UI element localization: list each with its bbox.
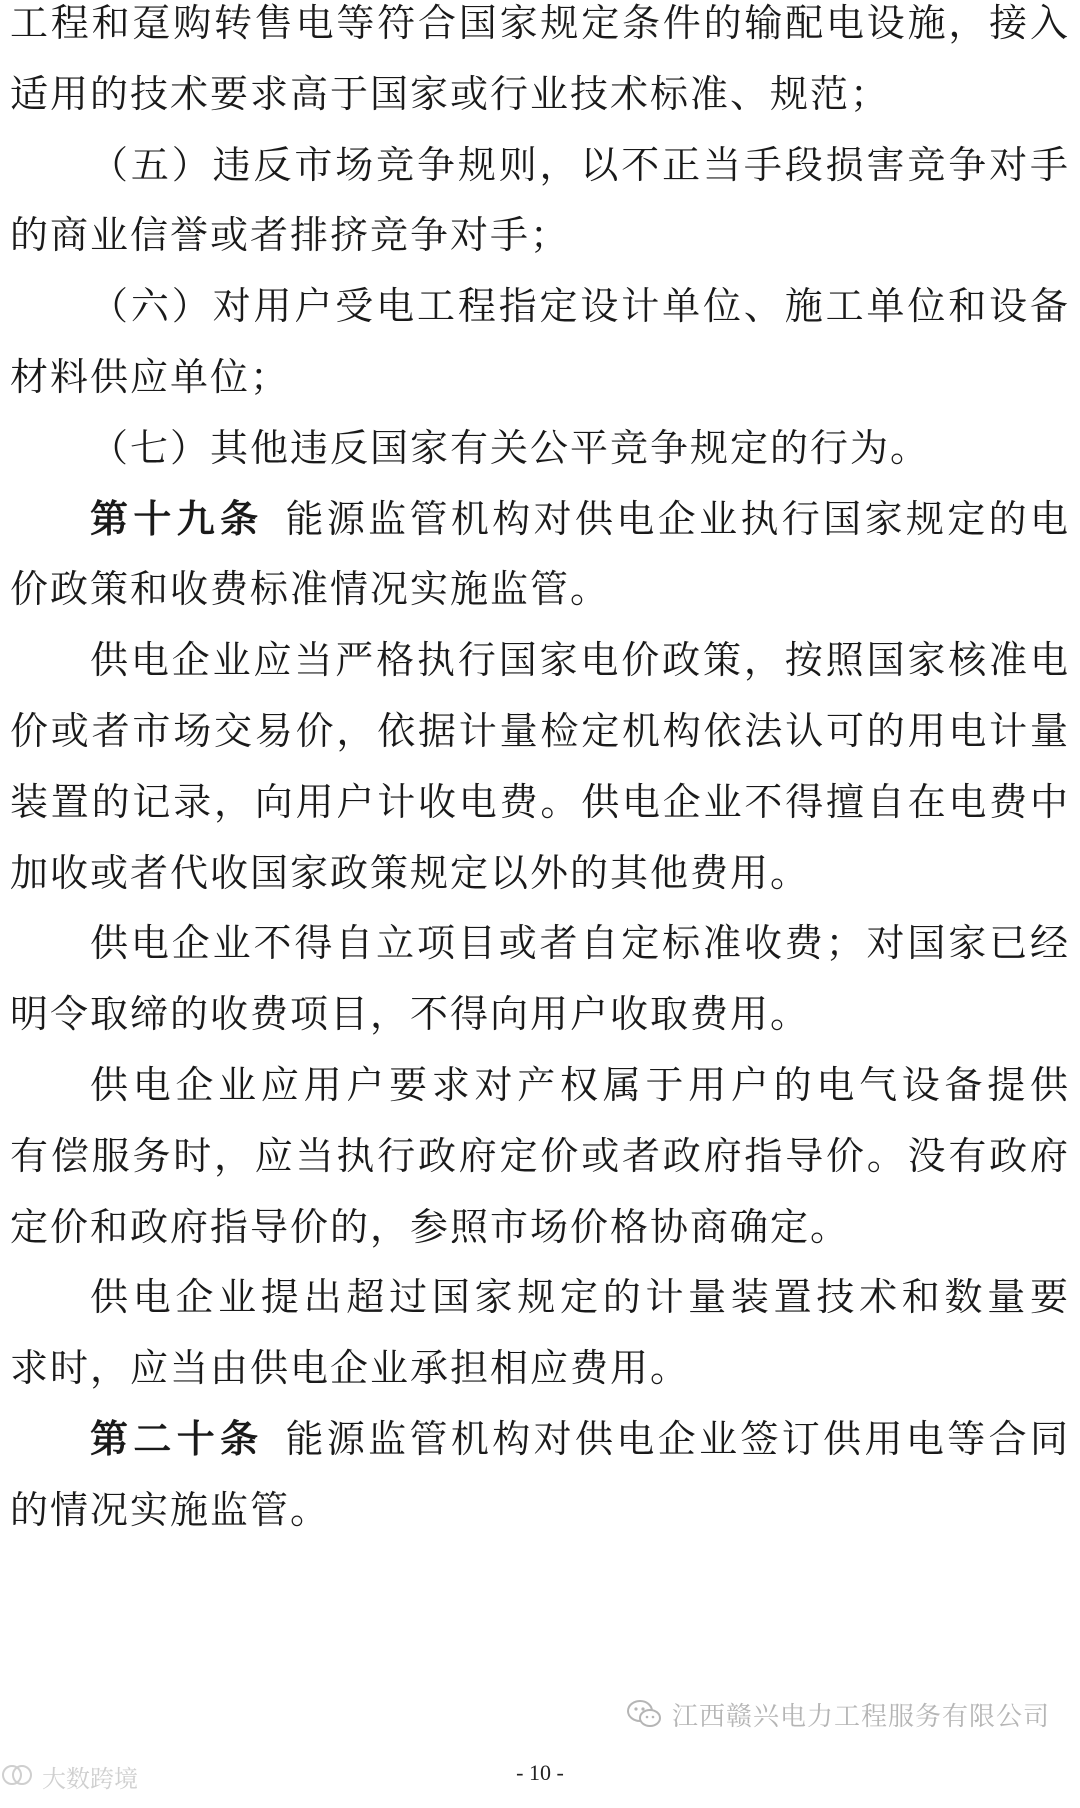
line-text: 加收或者代收国家政策规定以外的其他费用。 [10,850,811,895]
text-line [90,283,1070,329]
text-line [10,1133,1070,1179]
wechat-source-watermark [626,1694,1050,1734]
line-text: 定价和政府指导价的，参照市场价格协商确定。 [10,1204,851,1249]
text-line [90,142,1070,188]
text-line [10,566,1070,612]
line-text: 供电企业不得自立项目或者自定标准收费；对国家已经 [90,921,1070,966]
line-text: 的商业信誉或者排挤竞争对手； [10,213,571,258]
wechat-icon [626,1699,662,1729]
text-line [10,850,1070,896]
article-line [90,1416,1070,1462]
text-line [10,354,1070,400]
line-text: 装置的记录，向用户计收电费。供电企业不得擅自在电费中 [10,779,1070,824]
text-line [90,425,1070,471]
text-line [10,71,1070,117]
page-number: - 10 - [516,1760,564,1785]
text-line [10,0,1070,46]
watermark-left-text: 大数跨境 [42,1764,138,1793]
text-line [10,991,1070,1037]
text-line [90,920,1070,966]
line-text: （七）其他违反国家有关公平竞争规定的行为。 [90,425,931,470]
text-line [10,212,1070,258]
line-text: （六）对用户受电工程指定设计单位、施工单位和设备 [90,284,1070,329]
text-line [10,1487,1070,1533]
text-line [90,1274,1070,1320]
text-line [90,637,1070,683]
line-text: （五）违反市场竞争规则，以不正当手段损害竞争对手 [90,142,1070,187]
line-text: 供电企业应当严格执行国家电价政策，按照国家核准电 [90,638,1070,683]
line-text: 求时，应当由供电企业承担相应费用。 [10,1346,691,1391]
line-text: 供电企业提出超过国家规定的计量装置技术和数量要 [90,1275,1070,1320]
line-text: 材料供应单位； [10,355,291,399]
line-text: 明令取缔的收费项目，不得向用户收取费用。 [10,992,811,1037]
line-text: 价或者市场交易价，依据计量检定机构依法认可的用电计量 [10,709,1070,753]
article-title: 第二十条 [90,1416,264,1461]
text-line [10,1204,1070,1250]
text-line [10,708,1070,754]
line-text: 适用的技术要求高于国家或行业技术标准、规范； [10,71,891,116]
text-line [10,1345,1070,1391]
line-text: 价政策和收费标准情况实施监管。 [10,567,611,612]
article-line [90,496,1070,542]
article-title: 第十九条 [90,495,264,541]
text-line [10,779,1070,825]
line-text: 的情况实施监管。 [10,1487,331,1532]
line-text: 供电企业应用户要求对产权属于用户的电气设备提供 [90,1063,1070,1107]
line-text: 有偿服务时，应当执行政府定价或者政府指导价。没有政府 [10,1133,1070,1178]
text-line [90,1062,1070,1108]
line-text: 能源监管机构对供电企业执行国家规定的电 [285,496,1070,541]
line-text: 能源监管机构对供电企业签订供用电等合同 [285,1417,1070,1461]
line-text: 工程和趸购转售电等符合国家规定条件的输配电设施，接入 [10,1,1070,45]
wechat-source-name: 江西赣兴电力工程服务有限公司 [671,1701,1050,1732]
